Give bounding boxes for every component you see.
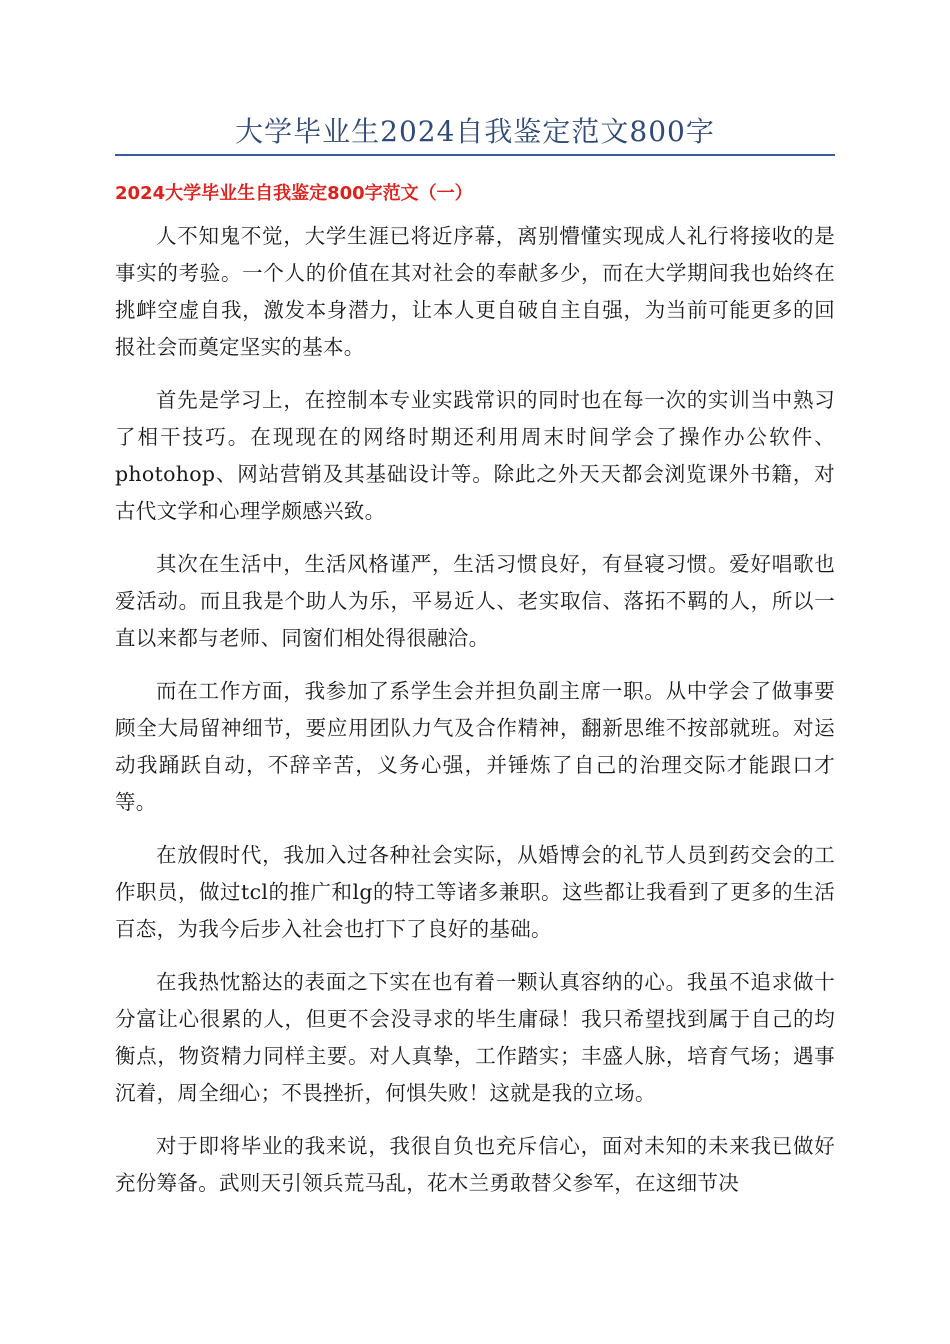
section-heading: 2024大学毕业生自我鉴定800字范文（一） <box>115 183 473 204</box>
paragraph-2: 首先是学习上，在控制本专业实践常识的同时也在每一次的实训当中熟习了相干技巧。在现现在的网络时期还利用周末时间学会了操作办公软件、photohop、网站营销及其基础设计等。除此之外天天都会浏览课外书籍，对古代文学和心理学颇感兴致。 <box>115 388 835 523</box>
paragraph-3: 其次在生活中，生活风格谨严，生活习惯良好，有昼寝习惯。爱好唱歌也爱活动。而且我是个助人为乐，平易近人、老实取信、落拓不羁的人，所以一直以来都与老师、同窗们相处得很融洽。 <box>115 552 835 650</box>
paragraph-1: 人不知鬼不觉，大学生涯已将近序幕，离别懵懂实现成人礼行将接收的是事实的考验。一个人的价值在其对社会的奉献多少，而在大学期间我也始终在挑衅空虚自我，激发本身潜力，让本人更自破自主自强，为当前可能更多的回报社会而奠定坚实的基本。 <box>115 224 835 359</box>
paragraph-6: 在我热忱豁达的表面之下实在也有着一颗认真容纳的心。我虽不追求做十分富让心很累的人，但更不会没寻求的毕生庸碌！我只希望找到属于自己的均衡点，物资精力同样主要。对人真挚，工作踏实；丰盛人脉，培育气场；遇事沉着，周全细心；不畏挫折，何惧失败！这就是我的立场。 <box>115 970 835 1105</box>
document-body <box>115 218 835 1218</box>
title-divider <box>115 154 835 156</box>
document-title: 大学毕业生2024自我鉴定范文800字 <box>235 115 715 148</box>
paragraph-7: 对于即将毕业的我来说，我很自负也充斥信心，面对未知的未来我已做好充份筹备。武则天引领兵荒马乱，花木兰勇敢替父参军，在这细节决 <box>115 1134 835 1195</box>
paragraph-5: 在放假时代，我加入过各种社会实际，从婚博会的礼节人员到药交会的工作职员，做过tcl的推广和lg的特工等诸多兼职。这些都让我看到了更多的生活百态，为我今后步入社会也打下了良好的基础。 <box>115 843 835 941</box>
paragraph-4: 而在工作方面，我参加了系学生会并担负副主席一职。从中学会了做事要顾全大局留神细节，要应用团队力气及合作精神，翻新思维不按部就班。对运动我踊跃自动，不辞辛苦，义务心强，并锤炼了自己的治理交际才能跟口才等。 <box>115 679 835 814</box>
